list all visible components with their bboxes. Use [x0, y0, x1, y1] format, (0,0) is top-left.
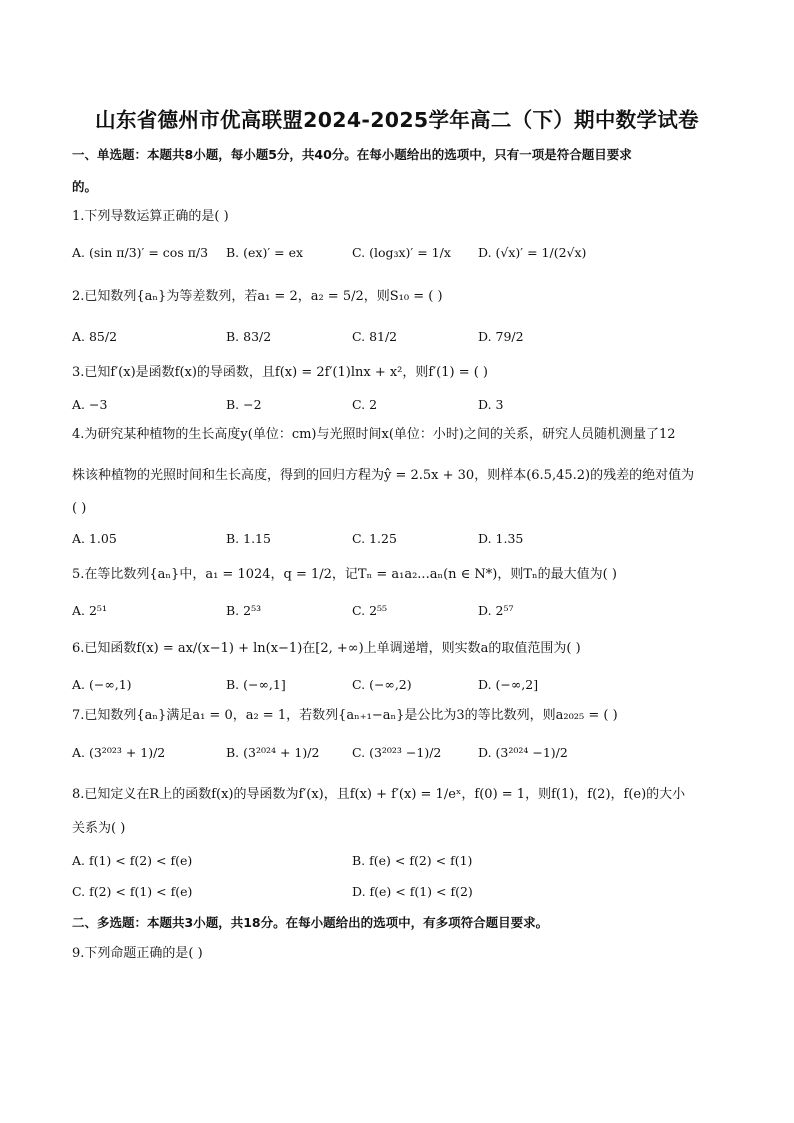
- q2-option-a: A. 85/2: [72, 329, 118, 344]
- section-1-heading: 一、单选题：本题共8小题，每小题5分，共40分。在每小题给出的选项中，只有一项是符合题目要求: [72, 147, 632, 162]
- q8-option-b: B. f(e) < f(2) < f(1): [352, 853, 473, 868]
- q1-option-c: C. (log₃x)′ = 1/x: [352, 245, 451, 260]
- q7-option-b: B. (3²⁰²⁴ + 1)/2: [226, 745, 320, 760]
- q4-option-c: C. 1.25: [352, 531, 397, 546]
- q5-option-b: B. 2⁵³: [226, 603, 262, 618]
- q8-option-d: D. f(e) < f(1) < f(2): [352, 884, 473, 899]
- q4-option-b: B. 1.15: [226, 531, 271, 546]
- section-1-heading-cont: 的。: [72, 179, 98, 194]
- question-4-stem-line2: 株该种植物的光照时间和生长高度，得到的回归方程为ŷ = 2.5x + 30，则样本(6.5,45.2)的残差的绝对值为: [72, 468, 695, 483]
- question-5-stem: 5.在等比数列{aₙ}中，a₁ = 1024，q = 1/2，记Tₙ = a₁a₂...aₙ(n ∈ N*)，则Tₙ的最大值为( ): [72, 567, 617, 582]
- q8-option-c: C. f(2) < f(1) < f(e): [72, 884, 193, 899]
- q4-option-a: A. 1.05: [72, 531, 117, 546]
- q6-option-d: D. (−∞,2]: [478, 677, 539, 692]
- q3-option-a: A. −3: [72, 397, 108, 412]
- q5-option-d: D. 2⁵⁷: [478, 603, 514, 618]
- question-4-stem-line3: ( ): [72, 501, 87, 516]
- q3-option-d: D. 3: [478, 397, 504, 412]
- q2-option-c: C. 81/2: [352, 329, 398, 344]
- question-1-stem: 1.下列导数运算正确的是( ): [72, 209, 229, 224]
- q3-option-c: C. 2: [352, 397, 378, 412]
- question-9-stem: 9.下列命题正确的是( ): [72, 946, 203, 961]
- q8-option-a: A. f(1) < f(2) < f(e): [72, 853, 193, 868]
- question-6-stem: 6.已知函数f(x) = ax/(x−1) + ln(x−1)在[2, +∞)上单调递增，则实数a的取值范围为( ): [72, 641, 581, 656]
- q5-option-a: A. 2⁵¹: [72, 603, 107, 618]
- q6-option-a: A. (−∞,1): [72, 677, 132, 692]
- question-2-stem: 2.已知数列{aₙ}为等差数列，若a₁ = 2，a₂ = 5/2，则S₁₀ = ( ): [72, 289, 443, 304]
- q6-option-b: B. (−∞,1]: [226, 677, 286, 692]
- q2-option-d: D. 79/2: [478, 329, 524, 344]
- q1-option-a: A. (sin π/3)′ = cos π/3: [72, 245, 209, 260]
- question-7-stem: 7.已知数列{aₙ}满足a₁ = 0，a₂ = 1，若数列{aₙ₊₁−aₙ}是公比为3的等比数列，则a₂₀₂₅ = ( ): [72, 708, 618, 723]
- q7-option-d: D. (3²⁰²⁴ −1)/2: [478, 745, 568, 760]
- q4-option-d: D. 1.35: [478, 531, 524, 546]
- question-3-stem: 3.已知f′(x)是函数f(x)的导函数，且f(x) = 2f′(1)lnx + x²，则f′(1) = ( ): [72, 365, 488, 380]
- q7-option-c: C. (3²⁰²³ −1)/2: [352, 745, 442, 760]
- question-4-stem-line1: 4.为研究某种植物的生长高度y(单位：cm)与光照时间x(单位：小时)之间的关系，研究人员随机测量了12: [72, 427, 676, 442]
- q5-option-c: C. 2⁵⁵: [352, 603, 388, 618]
- q6-option-c: C. (−∞,2): [352, 677, 412, 692]
- q7-option-a: A. (3²⁰²³ + 1)/2: [72, 745, 166, 760]
- q2-option-b: B. 83/2: [226, 329, 272, 344]
- section-2-heading: 二、多选题：本题共3小题，共18分。在每小题给出的选项中，有多项符合题目要求。: [72, 915, 549, 930]
- page-title: 山东省德州市优高联盟2024-2025学年高二（下）期中数学试卷: [95, 108, 699, 132]
- q3-option-b: B. −2: [226, 397, 262, 412]
- q1-option-b: B. (ex)′ = ex: [226, 245, 304, 260]
- q1-option-d: D. (√x)′ = 1/(2√x): [478, 245, 587, 260]
- question-8-stem-line1: 8.已知定义在R上的函数f(x)的导函数为f′(x)，且f(x) + f′(x) = 1/eˣ，f(0) = 1，则f(1)，f(2)，f(e)的大小: [72, 787, 686, 802]
- question-8-stem-line2: 关系为( ): [72, 821, 126, 836]
